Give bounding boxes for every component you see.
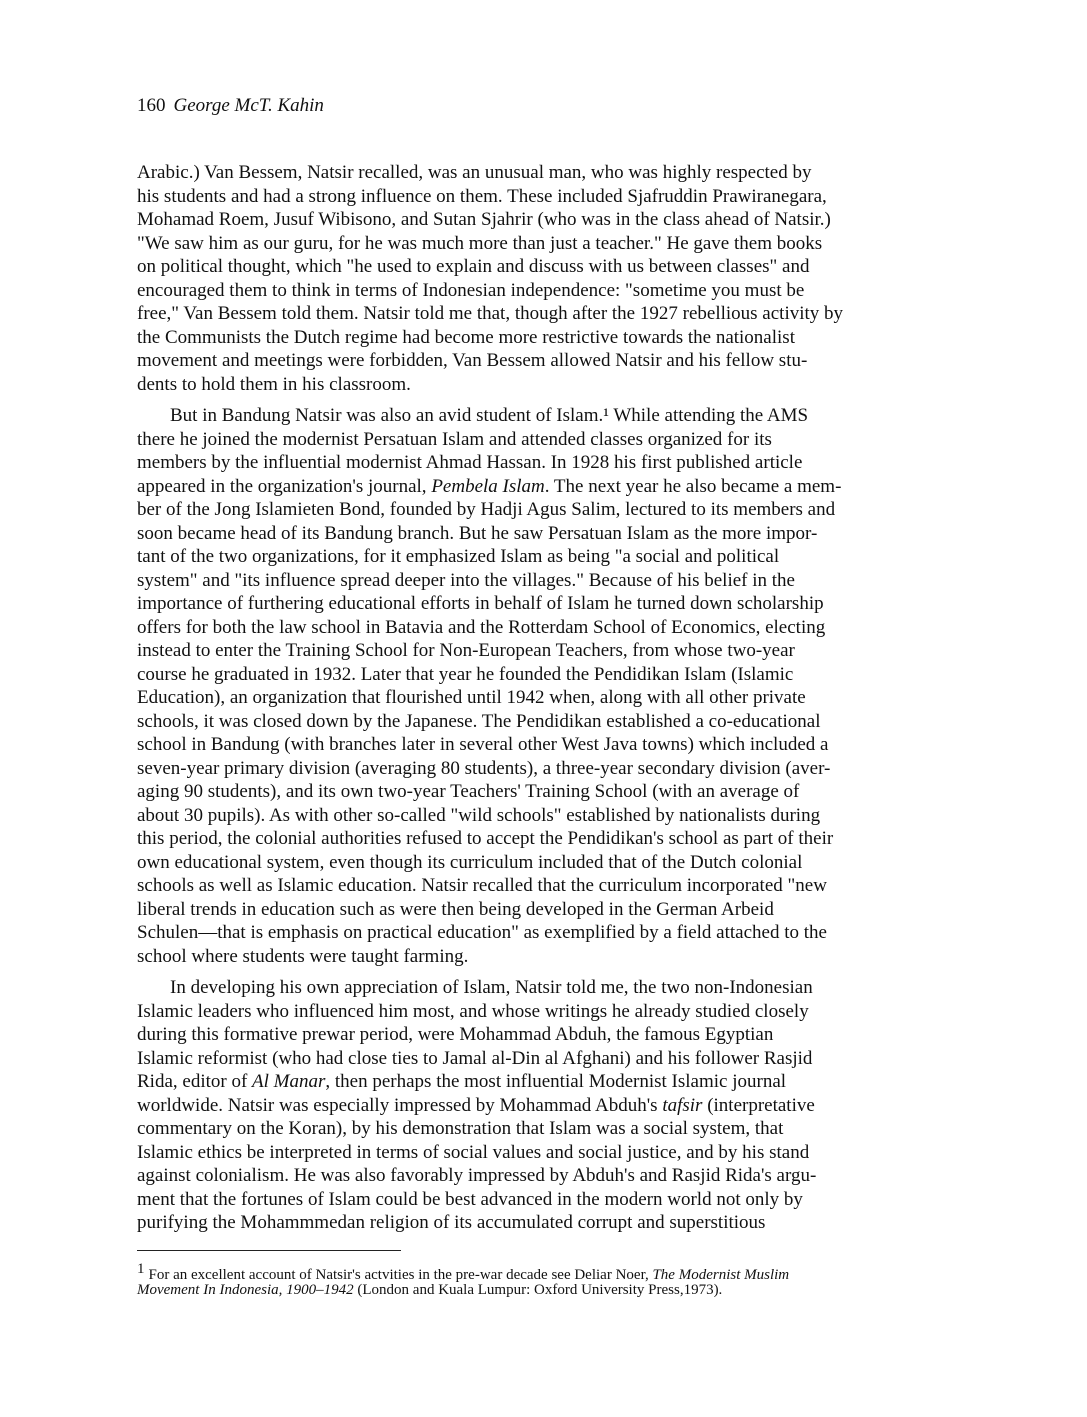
text-line: But in Bandung Natsir was also an avid student of Islam.¹ While attending the AMS (170, 405, 809, 426)
journal-title: Pembela Islam (431, 475, 545, 497)
text-line: liberal trends in education such as were then being developed in the German Arbeid (137, 898, 774, 920)
text-line: Schulen—that is emphasis on practical education" as exemplified by a field attached to the (137, 922, 827, 943)
text-line: Education), an organization that flourished until 1942 when, along with all other private (137, 687, 806, 708)
paragraph-2 (137, 404, 959, 968)
text-line: importance of furthering educational efforts in behalf of Islam he turned down scholarship (137, 593, 824, 614)
text-line: instead to enter the Training School for Non-European Teachers, from whose two-year (137, 640, 795, 661)
text-line: In developing his own appreciation of Islam, Natsir told me, the two non-Indonesian (170, 977, 813, 998)
text-line: members by the influential modernist Ahmad Hassan. In 1928 his first published article (137, 452, 803, 473)
text-line: ber of the Jong Islamieten Bond, founded by Hadji Agus Salim, lectured to its members and (137, 499, 836, 520)
text-line: Islamic leaders who influenced him most, and whose writings he already studied closely (137, 1000, 809, 1022)
text-line: during this formative prewar period, were Mohammad Abduh, the famous Egyptian (137, 1024, 774, 1045)
footnote-marker: 1 (137, 1261, 145, 1277)
text-line: this period, the colonial authorities refused to accept the Pendidikan's school as part of their (137, 828, 834, 849)
text-line: school in Bandung (with branches later in several other West Java towns) which included a (137, 734, 829, 755)
paragraph-gap (137, 968, 959, 976)
footnote-line (137, 1259, 959, 1283)
footnote (137, 1259, 959, 1301)
text-run: . The next year he also became a mem- (544, 475, 842, 497)
text-run: (interpretative (702, 1094, 815, 1116)
book-title: Movement In Indonesia, 1900–1942 (137, 1282, 354, 1298)
text-line (137, 1094, 959, 1118)
text-run: worldwide. Natsir was especially impressed by Mohammad Abduh's (137, 1094, 663, 1116)
paragraph-1 (137, 161, 959, 396)
paragraph-gap (137, 396, 959, 404)
footnote-line (137, 1280, 959, 1301)
journal-title: Al Manar (252, 1071, 326, 1092)
text-line: Islamic ethics be interpreted in terms of social values and social justice, and by his stand (137, 1141, 810, 1163)
text-line: tant of the two organizations, for it emphasized Islam as being "a social and political (137, 546, 780, 567)
running-head (137, 94, 324, 118)
text-line: about 30 pupils). As with other so-called "wild schools" established by nationalists during (137, 804, 821, 826)
footnote-divider (137, 1250, 401, 1251)
text-line: Arabic.) Van Bessem, Natsir recalled, was an unusual man, who was highly respected by (137, 162, 812, 183)
text-run: For an excellent account of Natsir's actvities in the pre-war decade see Deliar Noer, (148, 1267, 653, 1283)
italic-term: tafsir (662, 1094, 703, 1116)
running-head-author: George McT. Kahin (173, 95, 324, 116)
text-line: schools as well as Islamic education. Natsir recalled that the curriculum incorporated "new (137, 875, 827, 896)
body-text (137, 161, 959, 1235)
text-run: Rida, editor of (137, 1071, 253, 1092)
text-line: schools, it was closed down by the Japanese. The Pendidikan established a co-educational (137, 710, 821, 732)
text-run: appeared in the organization's journal, (137, 475, 432, 497)
text-line: free," Van Bessem told them. Natsir told me that, though after the 1927 rebellious activity by (137, 303, 844, 324)
text-line (137, 475, 959, 499)
text-line: dents to hold them in his classroom. (137, 373, 411, 395)
text-line: the Communists the Dutch regime had become more restrictive towards the nationalist (137, 326, 795, 348)
text-line: movement and meetings were forbidden, Van Bessem allowed Natsir and his fellow stu- (137, 350, 808, 371)
text-line: Mohamad Roem, Jusuf Wibisono, and Sutan Sjahrir (who was in the class ahead of Natsir.) (137, 209, 831, 230)
text-line: seven-year primary division (averaging 80 students), a three-year secondary division (aver- (137, 757, 831, 779)
text-line (137, 1070, 959, 1094)
text-line: encouraged them to think in terms of Indonesian independence: "sometime you must be (137, 279, 805, 301)
text-line: soon became head of its Bandung branch. But he saw Persatuan Islam as the more impor- (137, 522, 818, 544)
text-line: ment that the fortunes of Islam could be best advanced in the modern world not only by (137, 1188, 803, 1210)
text-line: school where students were taught farming. (137, 945, 469, 967)
page-number: 160 (137, 95, 166, 116)
text-line: system" and "its influence spread deeper into the villages." Because of his belief in the (137, 569, 795, 591)
paragraph-3 (137, 976, 959, 1235)
text-line: commentary on the Koran), by his demonstration that Islam was a social system, that (137, 1118, 784, 1139)
text-run: , then perhaps the most influential Modernist Islamic journal (325, 1071, 787, 1092)
book-title: The Modernist Muslim (652, 1267, 790, 1283)
text-line: Islamic reformist (who had close ties to Jamal al-Din al Afghani) and his follower Rasjid (137, 1047, 813, 1069)
text-line: purifying the Mohammmedan religion of its accumulated corrupt and superstitious (137, 1212, 766, 1233)
text-line: aging 90 students), and its own two-year Teachers' Training School (with an average of (137, 781, 800, 802)
text-line: there he joined the modernist Persatuan Islam and attended classes organized for its (137, 428, 772, 450)
text-line: "We saw him as our guru, for he was much more than just a teacher." He gave them books (137, 232, 823, 254)
text-line: against colonialism. He was also favorably impressed by Abduh's and Rasjid Rida's argu- (137, 1165, 817, 1186)
text-line: offers for both the law school in Batavia and the Rotterdam School of Economics, electing (137, 616, 826, 638)
text-line: his students and had a strong influence on them. These included Sjafruddin Prawiranegara, (137, 185, 827, 207)
text-line: on political thought, which "he used to explain and discuss with us between classes" and (137, 256, 810, 277)
text-line: course he graduated in 1932. Later that year he founded the Pendidikan Islam (Islamic (137, 663, 794, 685)
text-run: (London and Kuala Lumpur: Oxford University Press,1973). (353, 1282, 723, 1298)
text-line: own educational system, even though its curriculum included that of the Dutch colonial (137, 851, 803, 873)
